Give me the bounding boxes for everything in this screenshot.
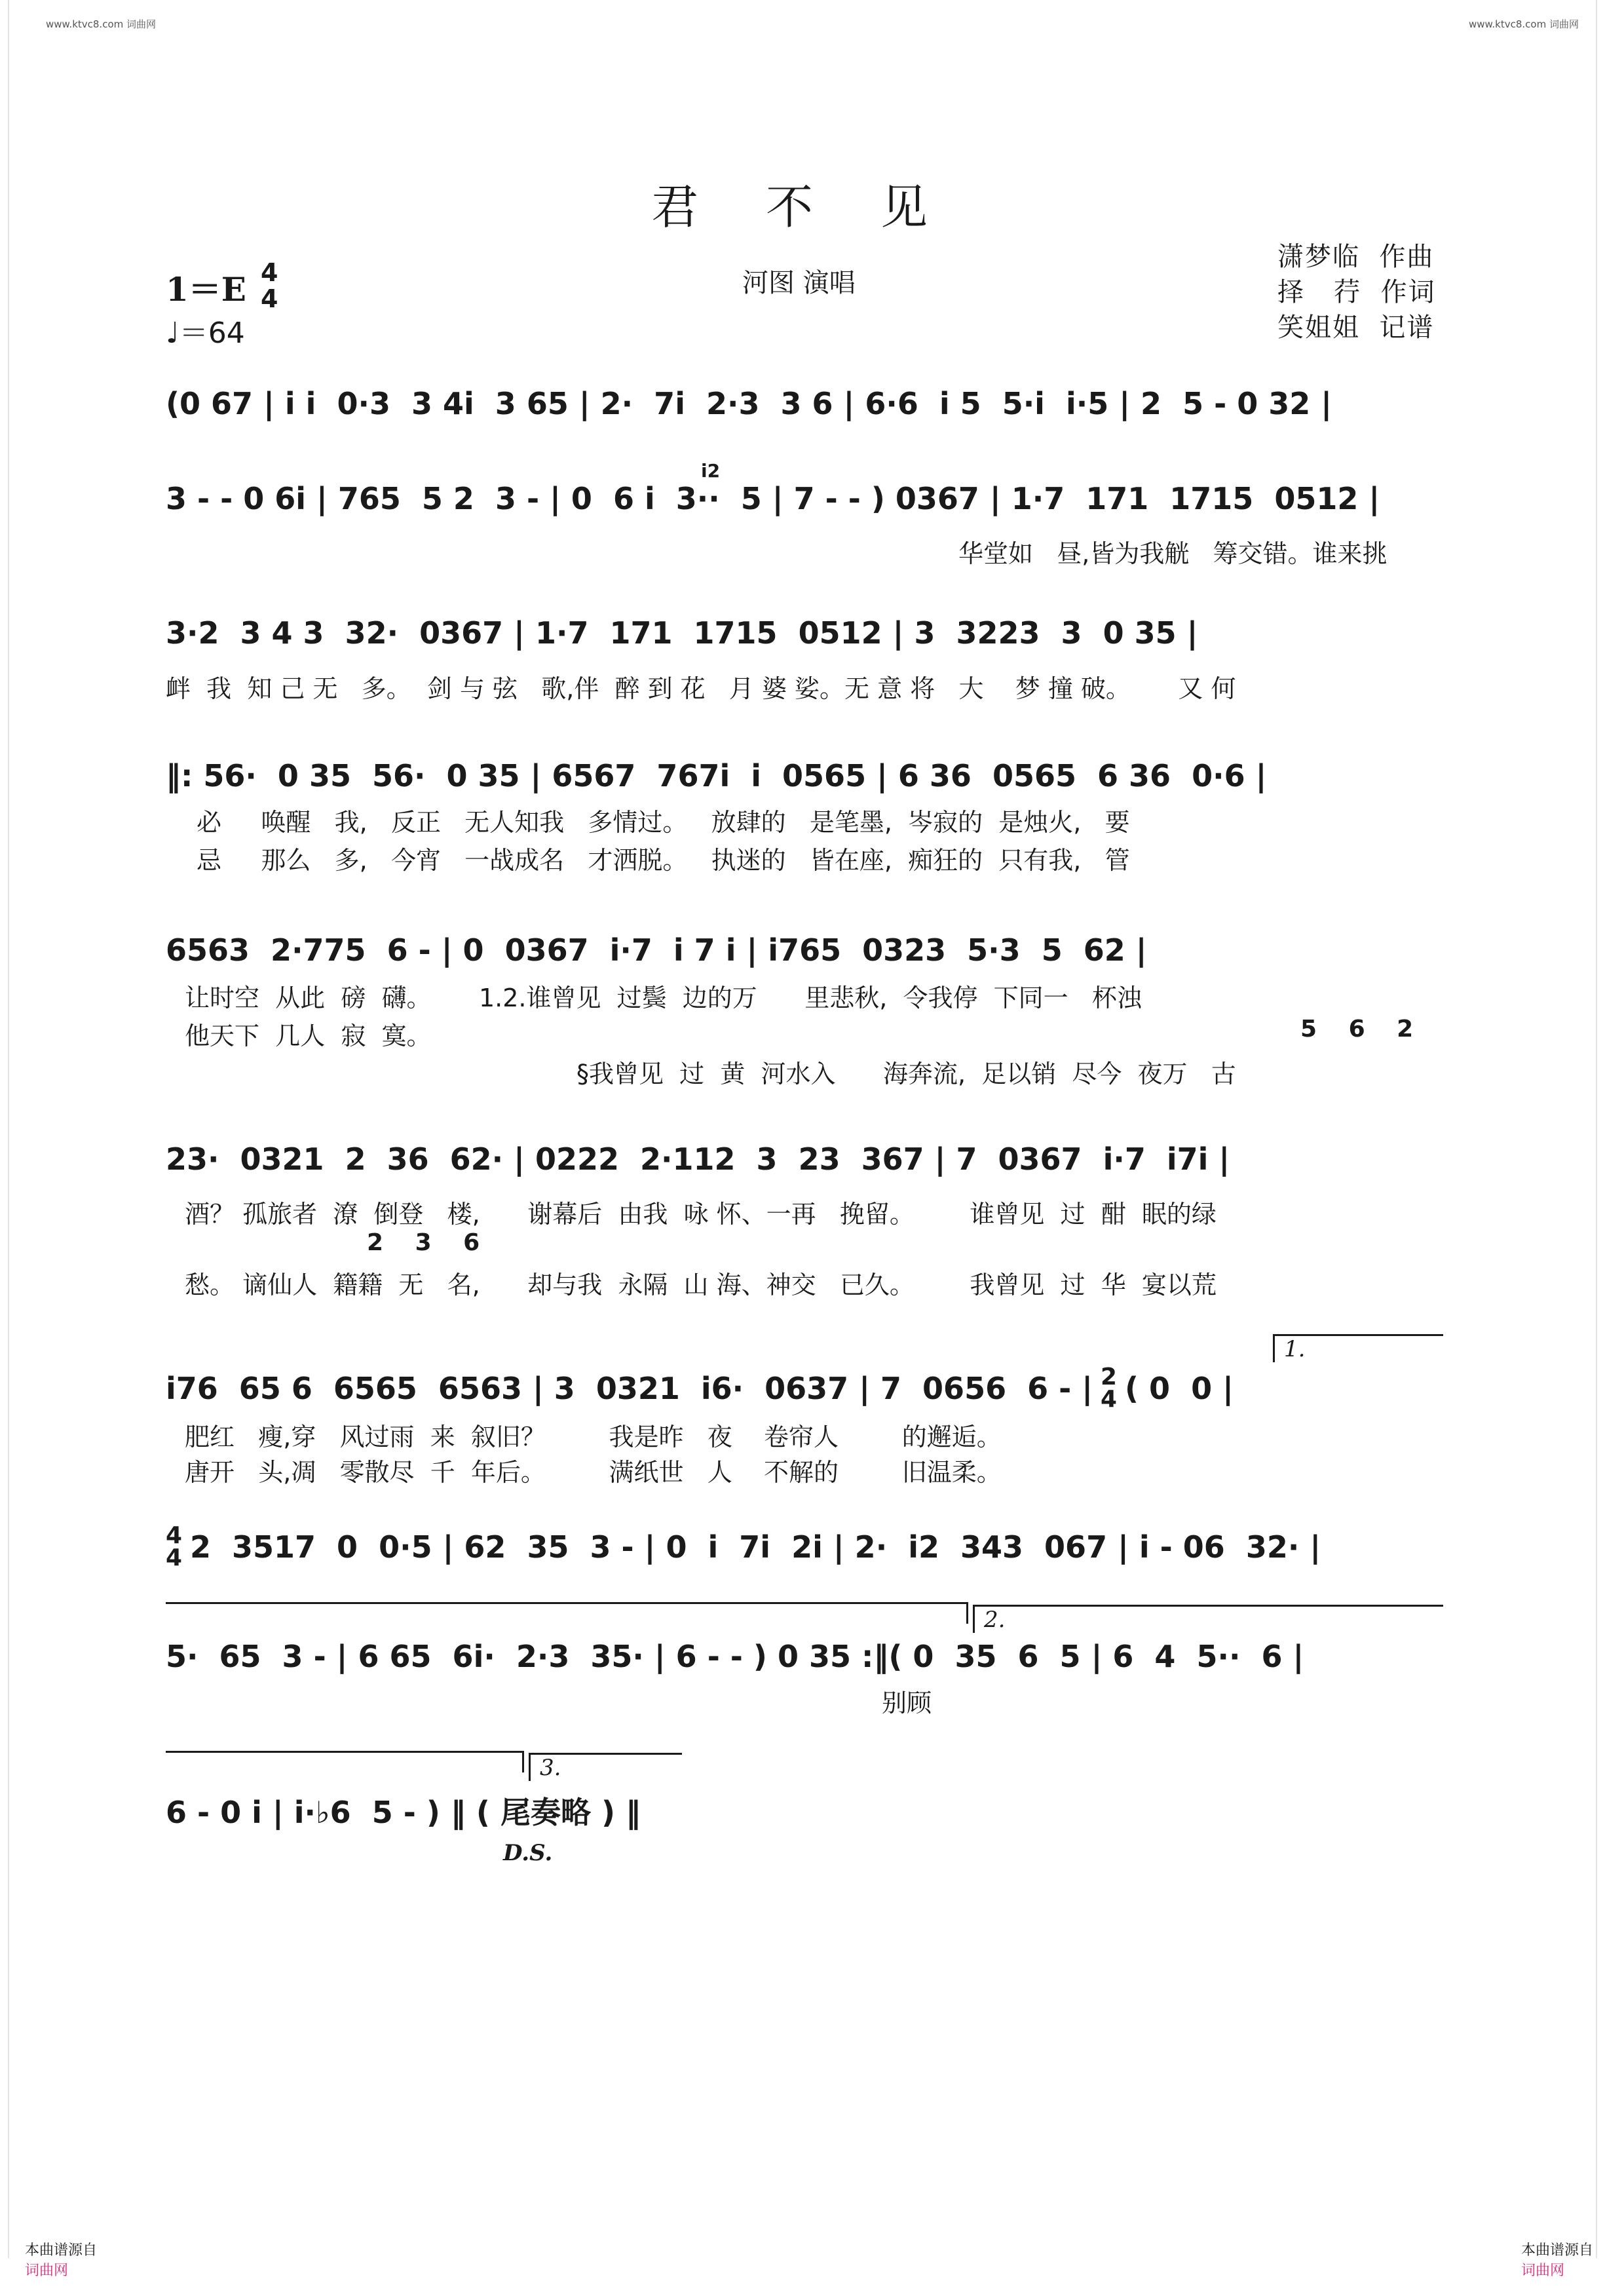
time-signature-change (166, 1521, 182, 1571)
staff-system-7 (166, 1363, 1441, 1413)
notation-line: (0 67 | i i 0·3 3 4i 3 65 | 2· 7i 2·3 3 6 | 6·6 i 5 5·i i·5 | 2 5 - 0 32 | (166, 386, 1332, 421)
page-edge-left (8, 0, 9, 2258)
lyric-line-verse-2: 他天下 几人 寂 寞。 (185, 1022, 432, 1050)
lyric-line-verse-3: §我曾见 过 黄 河水入 海奔流, 足以销 尽今 夜万 古 (576, 1060, 1236, 1088)
footer-site-link[interactable]: 词曲网 (1520, 2263, 1564, 2279)
notation-line: 6563 2·775 6 - | 0 0367 i·7 i 7 i | i765 0323 5·3 5 62 | (166, 932, 1147, 968)
staff-system-2 (166, 478, 1441, 520)
lyric-line-verse-1: 必 唤醒 我, 反正 无人知我 多情过。 放肆的 是笔墨, 岑寂的 是烛火, 要 (197, 808, 1130, 837)
lyric-line-verse-1: 让时空 从此 磅 礴。 1.2.谁曾见 过鬓 边的万 里悲秋, 令我停 下同一 杯浊 (185, 984, 1142, 1012)
lyricist-credit: 择 荇 作词 (1277, 277, 1436, 307)
key-signature: 1＝E (166, 270, 246, 309)
composer-credit: 潇梦临 作曲 (1277, 242, 1435, 272)
notation-line: i76 65 6 6565 6563 | 3 0321 i6· 0637 | 7 0656 6 - | (166, 1371, 1093, 1406)
staff-system-5 (166, 929, 1441, 971)
singer-credit: 河图 演唱 (742, 268, 856, 298)
lyric-line-verse-1: 酒？ 孤旅者 潦 倒登 楼, 谢幕后 由我 咏 怀、一再 挽留。 谁曾见 过 酣 眠的绿 (185, 1200, 1217, 1229)
lyric-line: 衅 我 知 己 无 多。 剑 与 弦 歌,伴 醉 到 花 月 婆 娑。无 意 将 大 梦 撞 破。 又 何 (166, 674, 1236, 703)
volta-label: 3. (540, 1755, 561, 1781)
footer-source-label: 本曲谱源自 (24, 2242, 97, 2259)
notation-line: ‖: 56· 0 35 56· 0 35 | 6567 767i i 0565 | 6 36 0565 6 36 0·6 | (166, 758, 1267, 794)
page-edge-right (1596, 0, 1597, 2258)
transcriber-credit: 笑姐姐 记谱 (1277, 313, 1435, 343)
dal-segno-marking: D.S. (503, 1840, 553, 1866)
site-header-right[interactable]: www.ktvc8.com 词曲网 (1468, 18, 1579, 30)
lyric-line-verse-2: 唐开 头,凋 零散尽 千 年后。 满纸世 人 不解的 旧温柔。 (185, 1458, 1002, 1487)
volta-bracket-2 (973, 1605, 1443, 1633)
volta-label: 1. (1284, 1336, 1306, 1362)
staff-system-1 (166, 383, 1441, 425)
lyric-line: 华堂如 昼,皆为我觥 筹交错。谁来挑 (958, 539, 1388, 568)
volta-label: 2. (984, 1607, 1006, 1633)
notation-line: 3 - - 0 6i | 765 5 2 3 - | 0 6 i 3·· 5 | 7 - - ) 0367 | 1·7 171 1715 0512 | (166, 481, 1380, 516)
staff-system-4 (166, 755, 1441, 797)
lyric-line-verse-1: 肥红 瘦,穿 风过雨 来 叙旧？ 我是昨 夜 卷帘人 的邂逅。 (185, 1423, 1002, 1451)
lyric-line-verse-2: 忌 那么 多, 今宵 一战成名 才洒脱。 执迷的 皆在座, 痴狂的 只有我, 管 (197, 846, 1130, 875)
footer-source-label: 本曲谱源自 (1520, 2242, 1593, 2259)
footer-source-left (7, 2223, 97, 2296)
time-signature-denominator: 4 (261, 284, 278, 313)
lyric-line-verse-2: 愁。 谪仙人 籍籍 无 名, 却与我 永隔 山 海、神交 已久。 我曾见 过 华 宴以荒 (185, 1271, 1217, 1299)
second-ending-continuation (166, 1751, 524, 1772)
time-signature-numerator: 4 (166, 1521, 182, 1549)
tempo-marking: ♩＝64 (166, 316, 245, 350)
time-signature-denominator: 4 (166, 1544, 182, 1571)
time-signature-numerator: 2 (1101, 1363, 1118, 1390)
staff-system-9 (166, 1636, 1441, 1677)
footer-site-link[interactable]: 词曲网 (24, 2263, 68, 2279)
lyric-line: 别顾 (882, 1689, 932, 1717)
notation-line: 2 3517 0 0·5 | 62 35 3 - | 0 i 7i 2i | 2· i2 343 067 | i - 06 32· | (189, 1529, 1321, 1565)
time-signature-numerator: 4 (261, 258, 278, 287)
staff-system-8 (166, 1521, 1441, 1571)
song-title: 君 不 见 (651, 180, 954, 235)
footer-source-right (1503, 2223, 1593, 2296)
variant-notes: 5 6 2 (1300, 1016, 1426, 1043)
first-ending-continuation (166, 1602, 968, 1624)
time-signature-denominator: 4 (1101, 1386, 1118, 1413)
notation-line-tail: ( 0 0 | (1125, 1371, 1234, 1406)
staff-system-3 (166, 612, 1441, 654)
site-header-left[interactable]: www.ktvc8.com 词曲网 (46, 18, 157, 30)
notation-line: 5· 65 3 - | 6 65 6i· 2·3 35· | 6 - - ) 0 35 :‖( 0 35 6 5 | 6 4 5·· 6 | (166, 1639, 1304, 1674)
notation-line: 23· 0321 2 36 62· | 0222 2·112 3 23 367 | 7 0367 i·7 i7i | (166, 1141, 1230, 1177)
grace-note: i2 (701, 460, 721, 482)
variant-notes: 2 3 6 (367, 1229, 492, 1256)
time-signature-change (1101, 1363, 1118, 1413)
volta-bracket-3 (529, 1753, 682, 1781)
notation-line: 3·2 3 4 3 32· 0367 | 1·7 171 1715 0512 | 3 3223 3 0 35 | (166, 615, 1198, 651)
volta-bracket-1 (1273, 1334, 1443, 1362)
time-signature-head (261, 259, 278, 312)
staff-system-6 (166, 1138, 1441, 1180)
staff-system-10 (166, 1789, 755, 1831)
notation-line: 6 - 0 i | i·♭6 5 - ) ‖ ( 尾奏略 ) ‖ (166, 1795, 641, 1830)
